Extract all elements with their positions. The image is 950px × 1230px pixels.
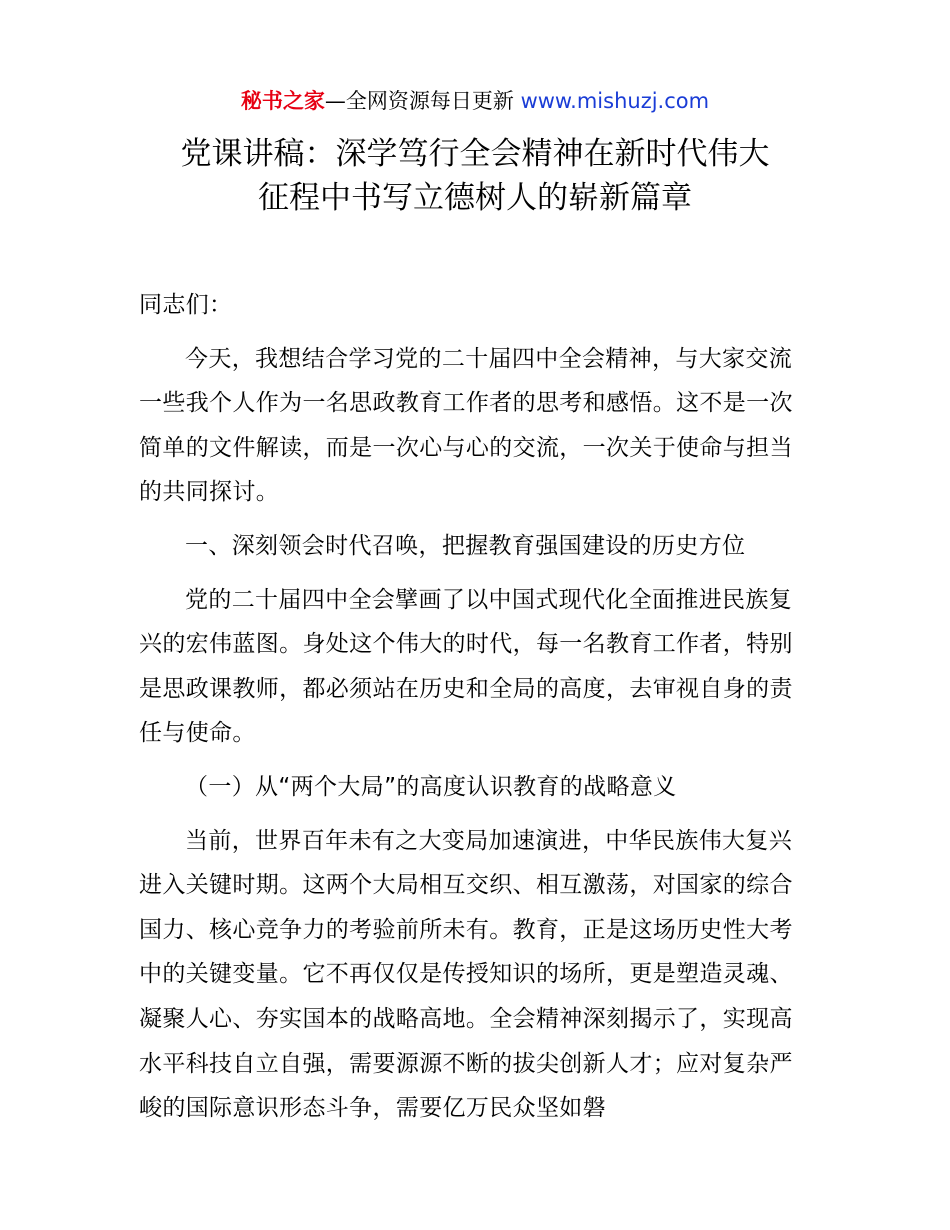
paragraph-section-1: 党的二十届四中全会擘画了以中国式现代化全面推进民族复兴的宏伟蓝图。身处这个伟大的时代，每一名教育工作者，特别是思政课教师，都必须站在历史和全局的高度，去审视自身的责任与使命。 (139, 586, 793, 747)
paragraph-intro: 今天，我想结合学习党的二十届四中全会精神，与大家交流一些我个人作为一名思政教育工作者的思考和感悟。这不是一次简单的文件解读，而是一次心与心的交流，一次关于使命与担当的共同探讨。 (139, 345, 793, 506)
title-line-1: 党课讲稿：深学笃行全会精神在新时代伟大 (180, 136, 770, 172)
salutation: 同志们： (139, 292, 233, 318)
header-tagline: —全网资源每日更新 (324, 89, 521, 113)
subsection-heading-1: （一）从“两个大局”的高度认识教育的战略意义 (185, 773, 677, 800)
section-heading-1: 一、深刻领会时代召唤，把握教育强国建设的历史方位 (185, 532, 746, 559)
site-header (0, 86, 950, 116)
brand-name: 秘书之家 (240, 89, 325, 113)
document-body (139, 283, 814, 1140)
site-url-link[interactable]: www.mishuzj.com (520, 89, 710, 113)
document-title (100, 132, 850, 220)
paragraph-subsection-1: 当前，世界百年未有之大变局加速演进，中华民族伟大复兴进入关键时期。这两个大局相互交织、相互激荡，对国家的综合国力、核心竞争力的考验前所未有。教育，正是这场历史性大考中的关键变量。它不再仅仅是传授知识的场所，更是塑造灵魂、凝聚人心、夯实国本的战略高地。全会精神深刻揭示了，实现高水平科技自立自强，需要源源不断的拔尖创新人才；应对复杂严峻的国际意识形态斗争，需要亿万民众坚如磐 (139, 827, 793, 1122)
title-line-2: 征程中书写立德树人的崭新篇章 (258, 180, 692, 216)
